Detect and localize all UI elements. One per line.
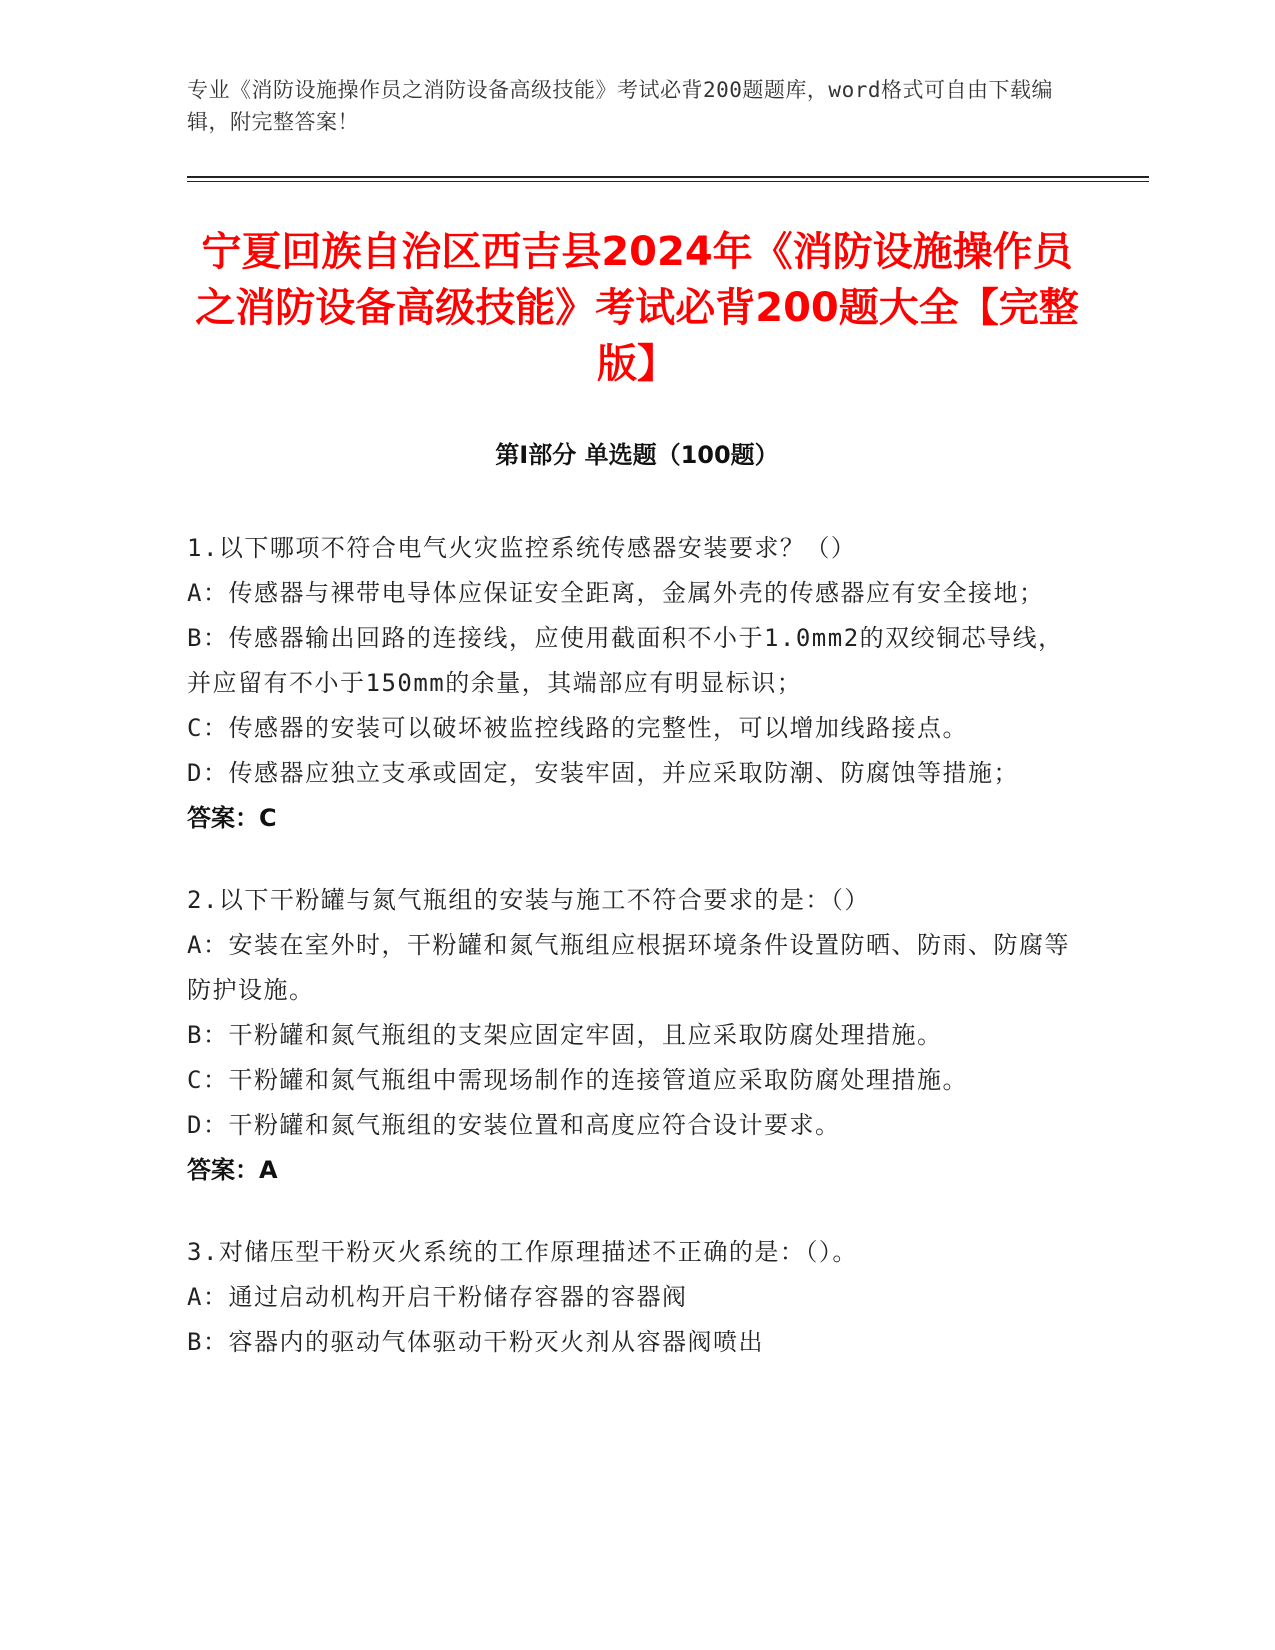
- option-a: A：通过启动机构开启干粉储存容器的容器阀: [187, 1283, 688, 1311]
- option-d: D：传感器应独立支承或固定，安装牢固，并应采取防潮、防腐蚀等措施；: [187, 759, 1019, 787]
- answer-label: 答案：A: [187, 1156, 278, 1184]
- question-stem: 1.以下哪项不符合电气火灾监控系统传感器安装要求？（）: [187, 534, 857, 562]
- question-1: [187, 526, 1087, 841]
- option-a: A：安装在室外时，干粉罐和氮气瓶组应根据环境条件设置防晒、防雨、防腐等防护设施。: [187, 931, 1070, 1004]
- option-c: C：干粉罐和氮气瓶组中需现场制作的连接管道应采取防腐处理措施。: [187, 1066, 968, 1094]
- option-d: D：干粉罐和氮气瓶组的安装位置和高度应符合设计要求。: [187, 1111, 841, 1139]
- question-3: [187, 1230, 1087, 1365]
- question-2: [187, 878, 1087, 1193]
- header-note: 专业《消防设施操作员之消防设备高级技能》考试必背200题题库，word格式可自由下载编辑，附完整答案！: [187, 78, 1053, 134]
- document-title: 宁夏回族自治区西吉县2024年《消防设施操作员之消防设备高级技能》考试必背200题大全【完整版】: [195, 229, 1079, 387]
- question-list: [187, 526, 1087, 1402]
- section-heading: 第I部分 单选题（100题）: [495, 441, 779, 469]
- header-divider-thin: [187, 181, 1149, 182]
- question-stem: 2.以下干粉罐与氮气瓶组的安装与施工不符合要求的是：（）: [187, 886, 870, 914]
- option-a: A：传感器与裸带电导体应保证安全距离，金属外壳的传感器应有安全接地；: [187, 579, 1045, 607]
- option-b: B：干粉罐和氮气瓶组的支架应固定牢固，且应采取防腐处理措施。: [187, 1021, 943, 1049]
- question-stem: 3.对储压型干粉灭火系统的工作原理描述不正确的是：（）。: [187, 1238, 858, 1266]
- header-divider-thick: [187, 176, 1149, 178]
- option-b: B：容器内的驱动气体驱动干粉灭火剂从容器阀喷出: [187, 1328, 764, 1356]
- option-c: C：传感器的安装可以破坏被监控线路的完整性，可以增加线路接点。: [187, 714, 968, 742]
- option-b: B：传感器输出回路的连接线，应使用截面积不小于1.0mm2的双绞铜芯导线，并应留有不小于150mm的余量，其端部应有明显标识；: [187, 624, 1064, 697]
- answer-label: 答案：C: [187, 804, 277, 832]
